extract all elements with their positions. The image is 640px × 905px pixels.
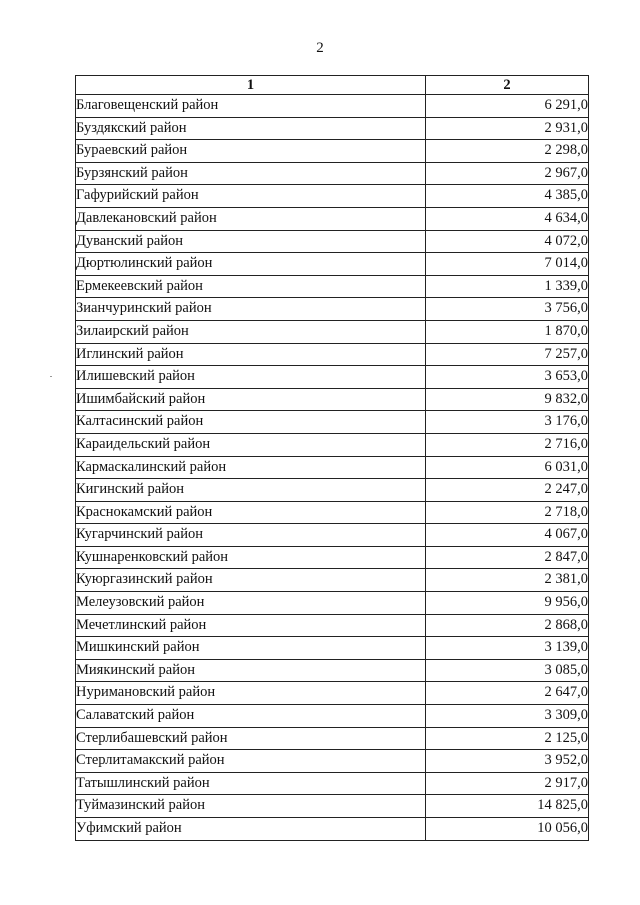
table-row <box>76 524 589 547</box>
district-name-cell: Ермекеевский район <box>76 275 426 298</box>
table-row <box>76 275 589 298</box>
amount-cell: 10 056,0 <box>426 818 589 841</box>
district-name-cell: Кугарчинский район <box>76 524 426 547</box>
amount-cell: 9 956,0 <box>426 592 589 615</box>
district-name-cell: Буздякский район <box>76 117 426 140</box>
amount-cell: 2 298,0 <box>426 140 589 163</box>
table-row <box>76 705 589 728</box>
district-name-cell: Зилаирский район <box>76 320 426 343</box>
amount-cell: 2 247,0 <box>426 479 589 502</box>
district-name-cell: Иглинский район <box>76 343 426 366</box>
table-row <box>76 659 589 682</box>
district-name-cell: Бураевский район <box>76 140 426 163</box>
district-name-cell: Нуримановский район <box>76 682 426 705</box>
table-row <box>76 230 589 253</box>
district-name-cell: Дюртюлинский район <box>76 253 426 276</box>
amount-cell: 3 756,0 <box>426 298 589 321</box>
amount-cell: 2 125,0 <box>426 727 589 750</box>
district-name-cell: Давлекановский район <box>76 207 426 230</box>
table-row <box>76 750 589 773</box>
district-name-cell: Гафурийский район <box>76 185 426 208</box>
amount-cell: 2 716,0 <box>426 433 589 456</box>
table-row <box>76 546 589 569</box>
table-row <box>76 117 589 140</box>
district-name-cell: Салаватский район <box>76 705 426 728</box>
district-name-cell: Дуванский район <box>76 230 426 253</box>
district-name-cell: Ишимбайский район <box>76 388 426 411</box>
amount-cell: 3 139,0 <box>426 637 589 660</box>
amount-cell: 3 176,0 <box>426 411 589 434</box>
amount-cell: 6 291,0 <box>426 95 589 118</box>
table-row <box>76 207 589 230</box>
table-row <box>76 637 589 660</box>
amount-cell: 2 847,0 <box>426 546 589 569</box>
table-row <box>76 162 589 185</box>
table-row <box>76 320 589 343</box>
data-table <box>75 75 589 841</box>
amount-cell: 2 381,0 <box>426 569 589 592</box>
district-name-cell: Кушнаренковский район <box>76 546 426 569</box>
amount-cell: 2 868,0 <box>426 614 589 637</box>
page-number: 2 <box>316 40 324 56</box>
amount-cell: 3 653,0 <box>426 366 589 389</box>
district-name-cell: Туймазинский район <box>76 795 426 818</box>
amount-cell: 4 067,0 <box>426 524 589 547</box>
district-name-cell: Благовещенский район <box>76 95 426 118</box>
amount-cell: 14 825,0 <box>426 795 589 818</box>
table-header-row <box>76 76 589 95</box>
district-name-cell: Стерлитамакский район <box>76 750 426 773</box>
table-row <box>76 569 589 592</box>
district-name-cell: Мишкинский район <box>76 637 426 660</box>
table-row <box>76 366 589 389</box>
table-row <box>76 95 589 118</box>
table-row <box>76 343 589 366</box>
district-name-cell: Татышлинский район <box>76 772 426 795</box>
table-row <box>76 614 589 637</box>
district-name-cell: Илишевский район <box>76 366 426 389</box>
district-name-cell: Миякинский район <box>76 659 426 682</box>
district-name-cell: Стерлибашевский район <box>76 727 426 750</box>
district-name-cell: Краснокамский район <box>76 501 426 524</box>
table-row <box>76 818 589 841</box>
column-header-2: 2 <box>426 76 589 95</box>
table-row <box>76 140 589 163</box>
amount-cell: 6 031,0 <box>426 456 589 479</box>
table-row <box>76 433 589 456</box>
district-name-cell: Мечетлинский район <box>76 614 426 637</box>
district-name-cell: Кармаскалинский район <box>76 456 426 479</box>
amount-cell: 9 832,0 <box>426 388 589 411</box>
table-row <box>76 479 589 502</box>
district-name-cell: Мелеузовский район <box>76 592 426 615</box>
amount-cell: 2 647,0 <box>426 682 589 705</box>
district-name-cell: Зианчуринский район <box>76 298 426 321</box>
table-row <box>76 185 589 208</box>
amount-cell: 1 339,0 <box>426 275 589 298</box>
amount-cell: 4 385,0 <box>426 185 589 208</box>
table-row <box>76 411 589 434</box>
district-name-cell: Кигинский район <box>76 479 426 502</box>
district-name-cell: Уфимский район <box>76 818 426 841</box>
district-name-cell: Караидельский район <box>76 433 426 456</box>
amount-cell: 3 309,0 <box>426 705 589 728</box>
amount-cell: 3 085,0 <box>426 659 589 682</box>
table-row <box>76 592 589 615</box>
column-header-1: 1 <box>76 76 426 95</box>
table-row <box>76 682 589 705</box>
table-row <box>76 772 589 795</box>
amount-cell: 4 634,0 <box>426 207 589 230</box>
amount-cell: 1 870,0 <box>426 320 589 343</box>
amount-cell: 2 967,0 <box>426 162 589 185</box>
amount-cell: 7 257,0 <box>426 343 589 366</box>
amount-cell: 4 072,0 <box>426 230 589 253</box>
amount-cell: 7 014,0 <box>426 253 589 276</box>
table-row <box>76 253 589 276</box>
table-row <box>76 727 589 750</box>
amount-cell: 2 917,0 <box>426 772 589 795</box>
table-row <box>76 456 589 479</box>
amount-cell: 2 718,0 <box>426 501 589 524</box>
district-name-cell: Куюргазинский район <box>76 569 426 592</box>
table-row <box>76 388 589 411</box>
scan-speck <box>50 376 52 377</box>
table-body <box>76 95 589 841</box>
table-row <box>76 795 589 818</box>
amount-cell: 2 931,0 <box>426 117 589 140</box>
table-row <box>76 298 589 321</box>
district-name-cell: Калтасинский район <box>76 411 426 434</box>
table-row <box>76 501 589 524</box>
district-name-cell: Бурзянский район <box>76 162 426 185</box>
amount-cell: 3 952,0 <box>426 750 589 773</box>
